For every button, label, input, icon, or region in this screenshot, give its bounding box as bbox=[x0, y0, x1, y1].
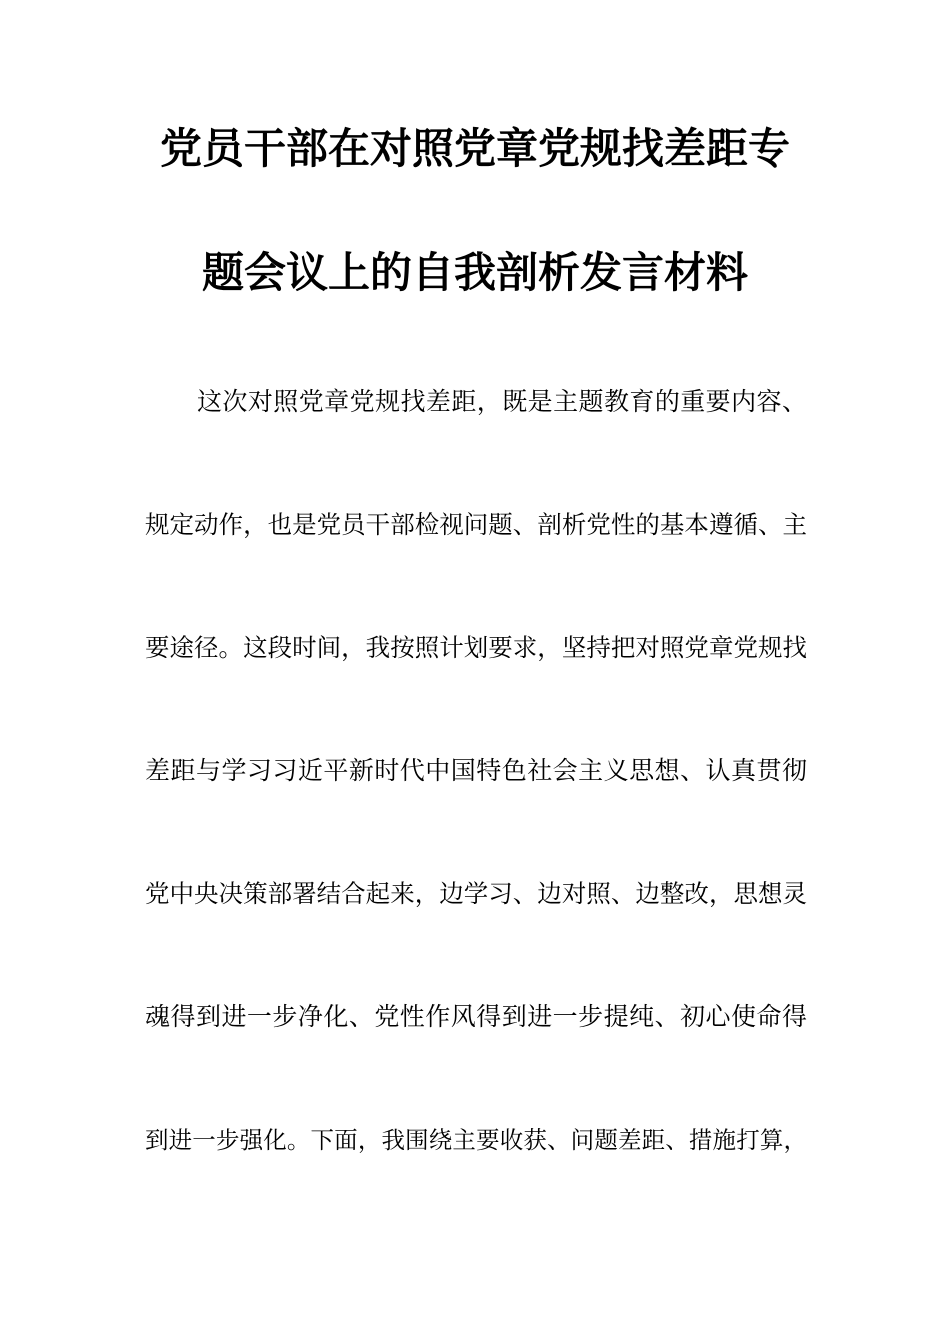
paragraph-line-5: 党中央决策部署结合起来，边学习、边对照、边整改，思想灵 bbox=[145, 879, 807, 908]
paragraph-line-7: 到进一步强化。下面，我围绕主要收获、问题差距、措施打算， bbox=[145, 1126, 807, 1154]
paragraph-line-4: 差距与学习习近平新时代中国特色社会主义思想、认真贯彻 bbox=[145, 756, 807, 785]
document-title-line-1: 党员干部在对照党章党规找差距专 bbox=[159, 124, 790, 173]
paragraph-line-1: 这次对照党章党规找差距，既是主题教育的重要内容、 bbox=[197, 387, 807, 416]
paragraph-line-6: 魂得到进一步净化、党性作风得到进一步提纯、初心使命得 bbox=[145, 1002, 807, 1031]
paragraph-line-2: 规定动作，也是党员干部检视问题、剖析党性的基本遵循、主 bbox=[145, 510, 807, 539]
document-title-line-2: 题会议上的自我剖析发言材料 bbox=[201, 248, 748, 297]
paragraph-line-3: 要途径。这段时间，我按照计划要求，坚持把对照党章党规找 bbox=[145, 633, 807, 662]
